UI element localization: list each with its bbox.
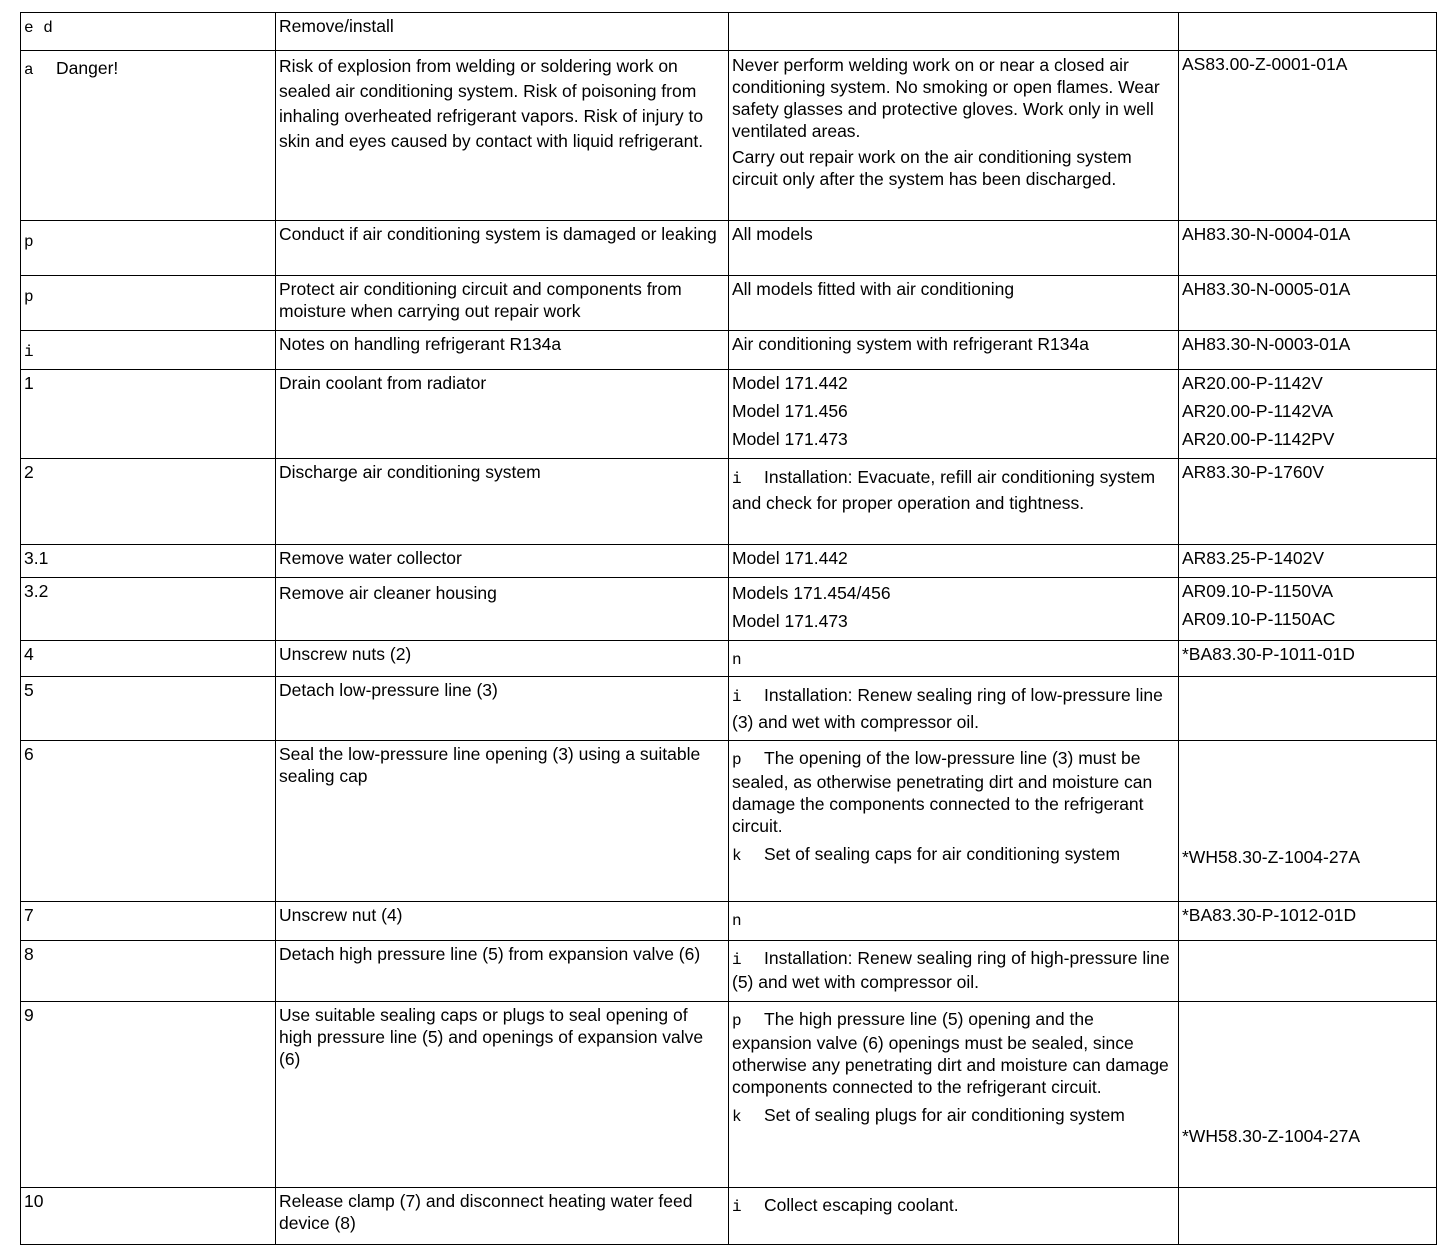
step-symbol: i (24, 343, 34, 361)
step-number: 7 (24, 905, 34, 925)
step-cell (21, 51, 276, 221)
code-cell (1179, 677, 1437, 741)
action-text: Use suitable sealing caps or plugs to seal opening of high pressure line (5) and openings of expansion valve (6) (279, 1005, 704, 1069)
action-cell (276, 641, 729, 677)
code-cell (1179, 902, 1437, 941)
step-number: 9 (24, 1005, 34, 1025)
table-row (21, 1002, 1437, 1188)
note-cell (729, 13, 1179, 51)
model-text: Model 171.442 (732, 373, 848, 393)
step-cell (21, 941, 276, 1002)
action-text: Detach high pressure line (5) from expansion valve (6) (279, 944, 701, 964)
model-text: Model 171.456 (732, 401, 848, 421)
note-text: Carry out repair work on the air conditioning system circuit only after the system has been discharged. (732, 147, 1132, 189)
step-cell (21, 221, 276, 276)
note-cell (729, 1002, 1179, 1188)
table-row (21, 741, 1437, 902)
action-text: Seal the low-pressure line opening (3) using a suitable sealing cap (279, 744, 701, 786)
step-number: 3.2 (24, 581, 49, 601)
step-number: 2 (24, 462, 34, 482)
action-text: Release clamp (7) and disconnect heating water feed device (8) (279, 1191, 693, 1233)
table-row (21, 51, 1437, 221)
info-symbol: i (732, 688, 742, 706)
action-cell (276, 1188, 729, 1245)
table-row (21, 578, 1437, 641)
step-number: 6 (24, 744, 34, 764)
note-cell (729, 741, 1179, 902)
table-row (21, 677, 1437, 741)
note-text: Model 171.442 (732, 548, 848, 568)
action-cell (276, 545, 729, 578)
action-cell (276, 331, 729, 370)
note-paragraph (732, 1008, 1175, 1098)
note-cell (729, 221, 1179, 276)
code-cell (1179, 941, 1437, 1002)
step-number: 5 (24, 680, 34, 700)
note-text: Installation: Renew sealing ring of high-pressure line (5) and wet with compressor oil. (732, 948, 1170, 992)
note-cell (729, 641, 1179, 677)
table-row (21, 941, 1437, 1002)
table-row (21, 902, 1437, 941)
code-cell (1179, 276, 1437, 331)
note-text: The opening of the low-pressure line (3) must be sealed, as otherwise penetrating dirt and moisture can damage the components connected to the refrigerant circuit. (732, 748, 1153, 836)
info-symbol: i (732, 951, 742, 969)
table-row (21, 545, 1437, 578)
info-symbol: i (732, 1198, 742, 1216)
step-cell (21, 1002, 276, 1188)
note-text: All models fitted with air conditioning (732, 279, 1015, 299)
document-code: AH83.30-N-0005-01A (1182, 279, 1351, 299)
action-text: Remove air cleaner housing (279, 583, 497, 603)
code-cell (1179, 13, 1437, 51)
document-code: AR20.00-P-1142V (1182, 373, 1323, 393)
document-code: AR20.00-P-1142PV (1182, 429, 1335, 449)
action-cell (276, 741, 729, 902)
action-cell (276, 677, 729, 741)
step-cell (21, 578, 276, 641)
table-row (21, 13, 1437, 51)
step-number: 1 (24, 373, 34, 393)
tool-symbol: n (732, 651, 742, 669)
note-cell (729, 902, 1179, 941)
step-cell (21, 902, 276, 941)
model-text: Model 171.473 (732, 429, 848, 449)
procedure-table (20, 12, 1437, 1245)
note-text: Air conditioning system with refrigerant R134a (732, 334, 1089, 354)
info-symbol: i (732, 470, 742, 488)
document-code: AR83.25-P-1402V (1182, 548, 1325, 568)
step-symbol: e d (24, 19, 53, 37)
note-text: Installation: Renew sealing ring of low-pressure line (3) and wet with compressor oil. (732, 685, 1163, 732)
model-text: Models 171.454/456 (732, 583, 891, 603)
step-symbol: p (24, 288, 34, 306)
step-number: 10 (24, 1191, 44, 1211)
code-cell (1179, 1188, 1437, 1245)
note-text: Installation: Evacuate, refill air conditioning system and check for proper operation and tightness. (732, 467, 1156, 513)
document-code: *WH58.30-Z-1004-27A (1182, 1126, 1360, 1146)
code-cell (1179, 221, 1437, 276)
step-number: 4 (24, 644, 34, 664)
document-code: AH83.30-N-0003-01A (1182, 334, 1351, 354)
step-cell (21, 677, 276, 741)
document-code: AR20.00-P-1142VA (1182, 401, 1334, 421)
step-number: 8 (24, 944, 34, 964)
table-row (21, 641, 1437, 677)
note-cell (729, 459, 1179, 545)
step-label: Danger! (56, 58, 119, 78)
note-text: The high pressure line (5) opening and the expansion valve (6) openings must be sealed, since otherwise any penetrating dirt and moisture can damage components connected to the refrigerant circuit. (732, 1009, 1169, 1097)
note-paragraph (732, 1104, 1175, 1128)
action-cell (276, 578, 729, 641)
note-paragraph (732, 843, 1175, 867)
code-cell (1179, 545, 1437, 578)
step-cell (21, 459, 276, 545)
table-row (21, 370, 1437, 459)
note-text: Never perform welding work on or near a closed air conditioning system. No smoking or open flames. Wear safety glasses and protective gloves. Work only in well ventilated areas. (732, 55, 1160, 141)
step-cell (21, 741, 276, 902)
tool-text: Set of sealing plugs for air conditioning system (764, 1105, 1125, 1125)
step-cell (21, 276, 276, 331)
action-text: Conduct if air conditioning system is damaged or leaking (279, 224, 717, 244)
code-cell (1179, 51, 1437, 221)
action-text: Unscrew nut (4) (279, 905, 403, 925)
code-cell (1179, 641, 1437, 677)
action-cell (276, 276, 729, 331)
action-text: Notes on handling refrigerant R134a (279, 334, 562, 354)
step-cell (21, 641, 276, 677)
action-cell (276, 459, 729, 545)
table-row (21, 276, 1437, 331)
code-cell (1179, 1002, 1437, 1188)
table-row (21, 459, 1437, 545)
action-cell (276, 13, 729, 51)
action-text: Drain coolant from radiator (279, 373, 487, 393)
action-text: Remove/install (279, 16, 394, 36)
action-text: Discharge air conditioning system (279, 462, 541, 482)
action-text: Unscrew nuts (2) (279, 644, 412, 664)
tool-symbol: n (732, 912, 742, 930)
warning-symbol: p (732, 1012, 742, 1030)
table-row (21, 1188, 1437, 1245)
step-cell (21, 545, 276, 578)
action-cell (276, 51, 729, 221)
tool-symbol: k (732, 847, 742, 865)
warning-symbol: p (732, 751, 742, 769)
document-code: AS83.00-Z-0001-01A (1182, 54, 1348, 74)
step-symbol: p (24, 233, 34, 251)
step-cell (21, 13, 276, 51)
action-text: Detach low-pressure line (3) (279, 680, 498, 700)
code-cell (1179, 578, 1437, 641)
action-text: Remove water collector (279, 548, 462, 568)
action-text: Protect air conditioning circuit and components from moisture when carrying out repair work (279, 279, 682, 321)
code-cell (1179, 331, 1437, 370)
note-cell (729, 331, 1179, 370)
document-code: *BA83.30-P-1012-01D (1182, 905, 1357, 925)
table-row (21, 221, 1437, 276)
document-code: AR09.10-P-1150VA (1182, 581, 1334, 601)
note-cell (729, 545, 1179, 578)
note-cell (729, 370, 1179, 459)
step-number: 3.1 (24, 548, 49, 568)
step-cell (21, 331, 276, 370)
tool-text: Set of sealing caps for air conditioning system (764, 844, 1121, 864)
action-cell (276, 370, 729, 459)
note-cell (729, 578, 1179, 641)
step-cell (21, 370, 276, 459)
table-row (21, 331, 1437, 370)
note-cell (729, 677, 1179, 741)
action-cell (276, 221, 729, 276)
note-cell (729, 1188, 1179, 1245)
code-cell (1179, 741, 1437, 902)
step-cell (21, 1188, 276, 1245)
action-cell (276, 941, 729, 1002)
action-text: Risk of explosion from welding or soldering work on sealed air conditioning system. Risk of poisoning from inhaling overheated refrigerant vapors. Risk of injury to skin and eyes caused by contact with liquid refrigerant. (279, 56, 704, 151)
note-cell (729, 276, 1179, 331)
document-code: *BA83.30-P-1011-01D (1182, 644, 1355, 664)
code-cell (1179, 370, 1437, 459)
document-code: AH83.30-N-0004-01A (1182, 224, 1351, 244)
note-cell (729, 941, 1179, 1002)
note-paragraph (732, 747, 1175, 837)
tool-symbol: k (732, 1108, 742, 1126)
action-cell (276, 1002, 729, 1188)
code-cell (1179, 459, 1437, 545)
note-text: All models (732, 224, 813, 244)
document-code: AR09.10-P-1150AC (1182, 609, 1336, 629)
note-cell (729, 51, 1179, 221)
document-code: *WH58.30-Z-1004-27A (1182, 847, 1360, 867)
danger-symbol: a (24, 61, 34, 79)
document-code: AR83.30-P-1760V (1182, 462, 1325, 482)
note-text: Collect escaping coolant. (764, 1195, 959, 1215)
model-text: Model 171.473 (732, 611, 848, 631)
action-cell (276, 902, 729, 941)
